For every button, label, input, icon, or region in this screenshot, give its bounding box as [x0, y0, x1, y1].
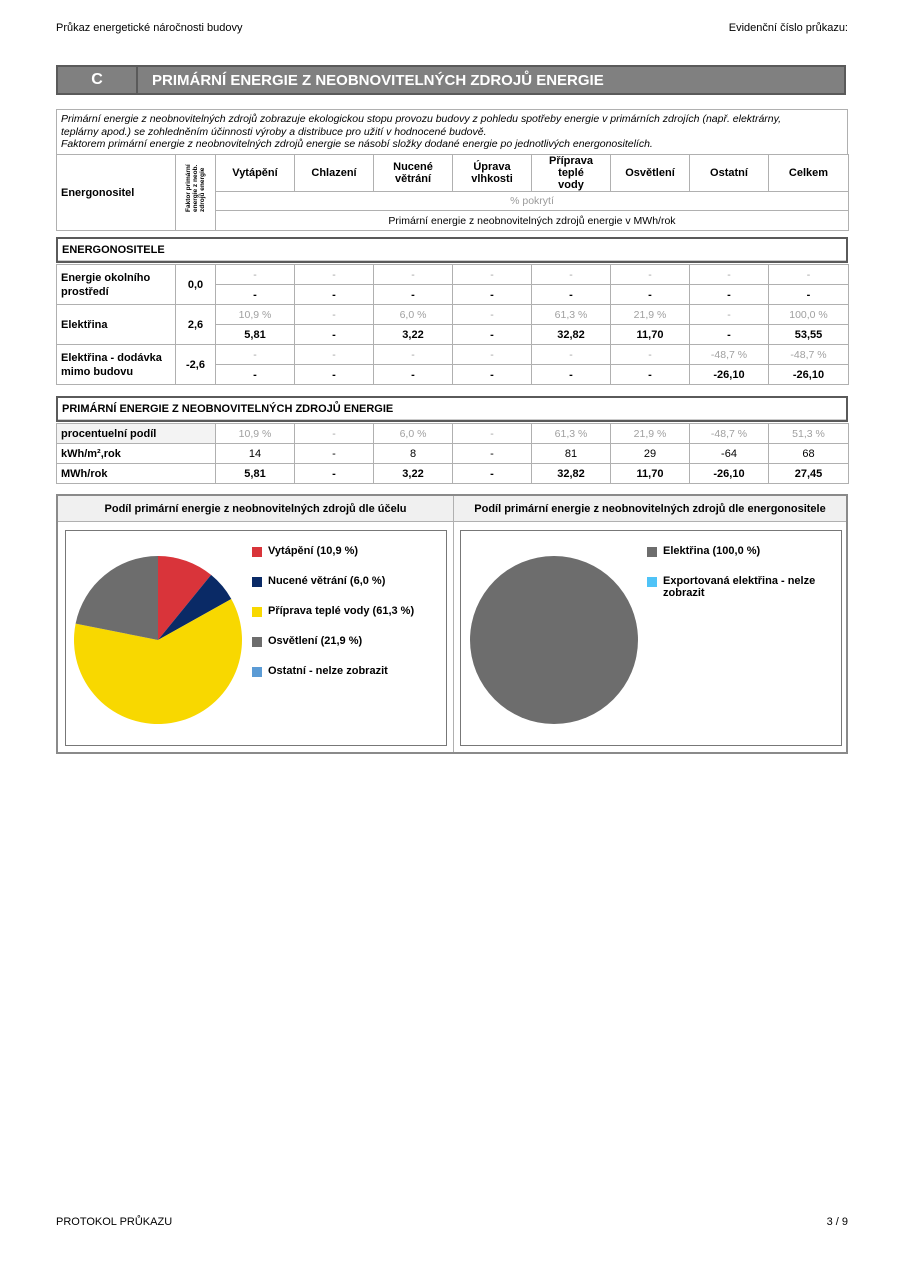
section-title-bar: [56, 65, 846, 95]
col-header-celkem: Celkem: [769, 155, 849, 192]
primary-energy-cell: -: [295, 444, 374, 464]
value-cell: -: [532, 365, 611, 385]
primary-energy-heading: PRIMÁRNÍ ENERGIE Z NEOBNOVITELNÝCH ZDROJŮ ENERGIE: [56, 396, 848, 422]
section-title: PRIMÁRNÍ ENERGIE Z NEOBNOVITELNÝCH ZDROJŮ ENERGIE: [152, 71, 604, 89]
primary-energy-row: [57, 444, 849, 464]
energonositel-name: Elektřina: [57, 305, 176, 345]
page-footer-page-number: 3 / 9: [826, 1216, 848, 1228]
pct-cell: -48,7 %: [769, 345, 849, 365]
pct-cell: -: [611, 345, 690, 365]
pct-cell: 61,3 %: [532, 305, 611, 325]
col-header-osvetleni: Osvětlení: [611, 155, 690, 192]
value-cell: -: [453, 365, 532, 385]
primary-energy-cell: -: [295, 424, 374, 444]
unit-label-row: Primární energie z neobnovitelných zdrojů energie v MWh/rok: [216, 211, 849, 231]
value-cell: -: [295, 325, 374, 345]
primary-energy-cell: 81: [532, 444, 611, 464]
energonositele-table: [56, 264, 849, 385]
factor-header-line: Faktor primární: [185, 164, 192, 212]
pct-cell: 100,0 %: [769, 305, 849, 325]
primary-energy-cell: 6,0 %: [374, 424, 453, 444]
legend-label: Elektřina (100,0 %): [663, 545, 761, 557]
col-header-priprava-teple-vody: Příprava teplé vody: [532, 155, 611, 192]
energonositel-factor: 0,0: [176, 265, 216, 305]
col-header-uprava-vlhkosti: Úprava vlhkosti: [453, 155, 532, 192]
legend-label: Příprava teplé vody (61,3 %): [268, 605, 415, 617]
energonositele-heading: ENERGONOSITELE: [56, 237, 848, 263]
primary-energy-cell: -: [453, 444, 532, 464]
pct-cell: 10,9 %: [216, 305, 295, 325]
pct-cell: -: [532, 345, 611, 365]
pct-cell: -: [611, 265, 690, 285]
factor-header: [176, 155, 216, 231]
primary-energy-cell: -64: [690, 444, 769, 464]
col-header-ostatni: Ostatní: [690, 155, 769, 192]
pct-cell: -: [374, 345, 453, 365]
primary-energy-cell: 21,9 %: [611, 424, 690, 444]
factor-header-line: zdrojů energie: [199, 167, 206, 212]
legend-label: Exportovaná elektřina - nelze zobrazit: [663, 575, 816, 599]
legend-item: [252, 575, 422, 587]
pct-cell: -: [216, 265, 295, 285]
value-cell: -: [374, 285, 453, 305]
primary-energy-label: MWh/rok: [57, 464, 216, 484]
primary-energy-cell: -: [453, 464, 532, 484]
value-cell: -: [690, 325, 769, 345]
value-cell: -: [769, 285, 849, 305]
value-cell: -: [295, 365, 374, 385]
value-cell: -: [611, 365, 690, 385]
pct-cell: -: [453, 305, 532, 325]
primary-energy-cell: 5,81: [216, 464, 295, 484]
primary-energy-cell: 14: [216, 444, 295, 464]
intro-line: teplárny apod.) se zohledněním účinnosti výroby a distribuce pro užití v hodnocené budově.: [61, 125, 487, 138]
primary-energy-cell: 8: [374, 444, 453, 464]
legend-swatch: [252, 577, 262, 587]
energonositel-factor: 2,6: [176, 305, 216, 345]
value-cell: -: [216, 285, 295, 305]
legend-swatch: [252, 607, 262, 617]
value-cell: -: [216, 365, 295, 385]
pie-chart-energonositel-box: [460, 530, 842, 746]
energonositel-pct-row: [57, 265, 849, 285]
energonositel-name: Energie okolního prostředí: [57, 265, 176, 305]
legend-item: [252, 545, 422, 557]
col-header-nucene-vetrani: Nucené větrání: [374, 155, 453, 192]
value-cell: 53,55: [769, 325, 849, 345]
page-header-title: Průkaz energetické náročnosti budovy: [56, 22, 243, 34]
intro-text: [56, 109, 848, 154]
pct-cell: 6,0 %: [374, 305, 453, 325]
legend-swatch: [252, 547, 262, 557]
page-header-id: Evidenční číslo průkazu:: [728, 22, 848, 34]
energonositel-name: Elektřina - dodávka mimo budovu: [57, 345, 176, 385]
primary-energy-cell: 61,3 %: [532, 424, 611, 444]
pie-slice: [470, 556, 638, 724]
primary-energy-cell: 3,22: [374, 464, 453, 484]
col-header-chlazeni: Chlazení: [295, 155, 374, 192]
pct-cell: -: [374, 265, 453, 285]
legend-item: [252, 665, 422, 677]
charts-divider: [453, 496, 454, 752]
value-cell: -: [453, 285, 532, 305]
primary-energy-table: [56, 423, 849, 484]
primary-energy-cell: -48,7 %: [690, 424, 769, 444]
pct-cell: -: [769, 265, 849, 285]
legend-swatch: [252, 637, 262, 647]
primary-energy-cell: 27,45: [769, 464, 849, 484]
pct-cell: -: [690, 265, 769, 285]
energonositel-pct-row: [57, 305, 849, 325]
primary-energy-cell: 10,9 %: [216, 424, 295, 444]
primary-energy-cell: -: [453, 424, 532, 444]
energonositel-header: Energonositel: [57, 155, 176, 231]
value-cell: -: [611, 285, 690, 305]
legend-item: [252, 605, 422, 617]
value-cell: -: [374, 365, 453, 385]
pie-chart-energonositel: [461, 531, 641, 731]
value-cell: -26,10: [769, 365, 849, 385]
col-header-vytapeni: Vytápění: [216, 155, 295, 192]
pct-cell: -: [295, 305, 374, 325]
primary-energy-cell: 51,3 %: [769, 424, 849, 444]
intro-line: Faktorem primární energie z neobnovitelných zdrojů energie se násobí složky dodané energie po jednotlivých energonositelích.: [61, 138, 653, 150]
pie-chart-ucel-box: [65, 530, 447, 746]
value-cell: -: [295, 285, 374, 305]
value-cell: -: [690, 285, 769, 305]
value-cell: 11,70: [611, 325, 690, 345]
charts-panel: [56, 494, 848, 754]
pct-cell: -: [295, 345, 374, 365]
page-footer-title: PROTOKOL PRŮKAZU: [56, 1216, 173, 1228]
legend-item: [647, 545, 817, 557]
pct-cell: -: [216, 345, 295, 365]
value-cell: -26,10: [690, 365, 769, 385]
chart-title-ucel: Podíl primární energie z neobnovitelných zdrojů dle účelu: [58, 496, 453, 522]
pct-cell: -: [532, 265, 611, 285]
legend-label: Ostatní - nelze zobrazit: [268, 665, 388, 677]
primary-energy-row: [57, 464, 849, 484]
pct-cell: -: [453, 265, 532, 285]
value-cell: 32,82: [532, 325, 611, 345]
primary-energy-cell: 32,82: [532, 464, 611, 484]
pct-cell: -: [453, 345, 532, 365]
value-cell: 5,81: [216, 325, 295, 345]
section-letter: C: [58, 67, 138, 93]
legend-item: [252, 635, 422, 647]
primary-energy-label: procentuelní podíl: [57, 424, 216, 444]
energonositel-factor: -2,6: [176, 345, 216, 385]
legend-item: [647, 575, 817, 599]
primary-energy-label: kWh/m²,rok: [57, 444, 216, 464]
primary-energy-cell: 29: [611, 444, 690, 464]
factor-header-line: energie z neob.: [192, 164, 199, 212]
value-cell: -: [532, 285, 611, 305]
legend-label: Osvětlení (21,9 %): [268, 635, 363, 647]
legend-swatch: [647, 577, 657, 587]
primary-energy-cell: 11,70: [611, 464, 690, 484]
pct-label-row: % pokrytí: [216, 192, 849, 211]
primary-energy-cell: -: [295, 464, 374, 484]
value-cell: -: [453, 325, 532, 345]
chart-title-energonositel: Podíl primární energie z neobnovitelných zdrojů dle energonositele: [454, 496, 846, 522]
intro-line: Primární energie z neobnovitelných zdrojů zobrazuje ekologickou stopu provozu budovy z pohledu spotřeby energie v primárních zdrojích (např. elektrárny,: [61, 113, 782, 125]
legend-label: Nucené větrání (6,0 %): [268, 575, 386, 587]
pct-cell: -48,7 %: [690, 345, 769, 365]
energonositel-pct-row: [57, 345, 849, 365]
primary-energy-cell: 68: [769, 444, 849, 464]
column-header-table: [56, 154, 849, 231]
value-cell: 3,22: [374, 325, 453, 345]
legend-label: Vytápění (10,9 %): [268, 545, 359, 557]
pie-chart-ucel: [66, 531, 246, 731]
primary-energy-cell: -26,10: [690, 464, 769, 484]
legend-swatch: [252, 667, 262, 677]
primary-energy-row: [57, 424, 849, 444]
pct-cell: -: [690, 305, 769, 325]
pct-cell: -: [295, 265, 374, 285]
pct-cell: 21,9 %: [611, 305, 690, 325]
legend-swatch: [647, 547, 657, 557]
